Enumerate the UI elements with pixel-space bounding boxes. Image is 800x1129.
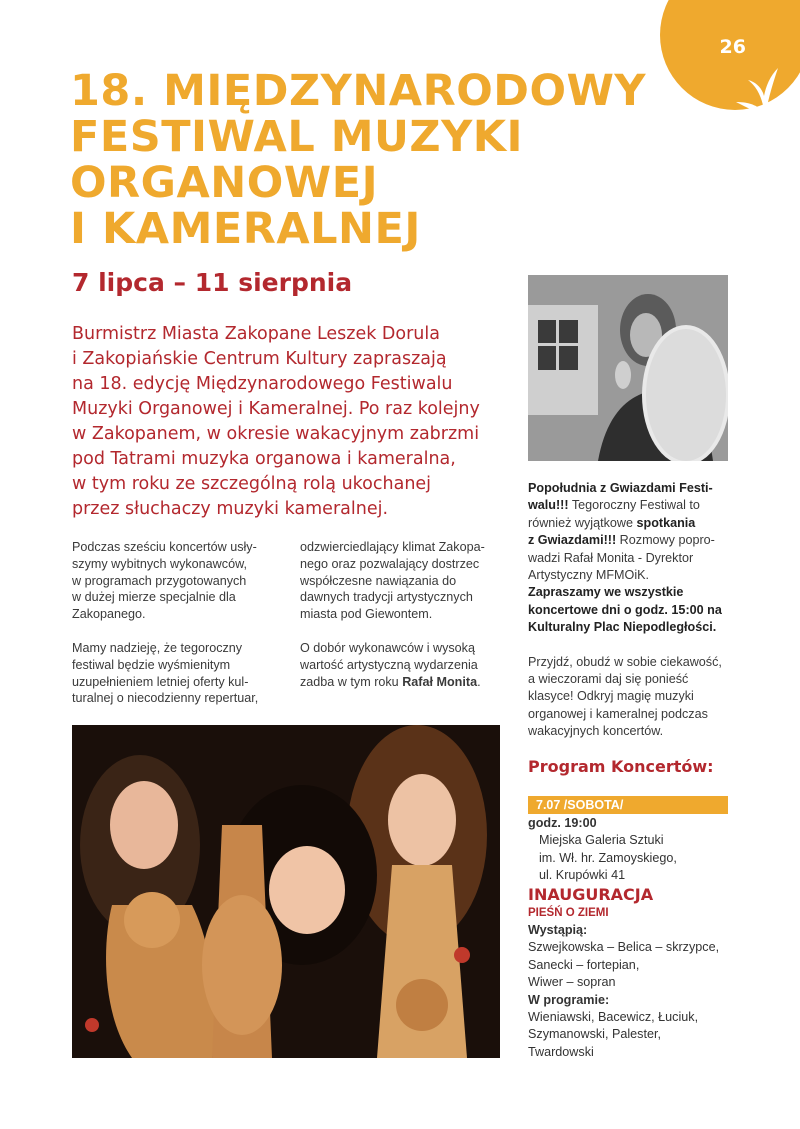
- concert-time: godz. 19:00: [528, 816, 597, 830]
- page-number: 26: [719, 36, 746, 58]
- meetings-info: Popołudnia z Gwiazdami Festi- walu!!! Tegoroczny Festiwal to również wyjątkowe spotkania z Gwiazdami!!! Rozmowy popro- wadzi Rafał Monita - Dyrektor Artystyczny MFMOiK. Zapraszamy we wszystkie koncertowe dni o godz. 15:00 na Kulturalny Plac Niepodległości. Przyjdź, obudź w sobie ciekawość, a wieczorami daj się ponieść klasyce! Odkryj magię muzyki organowej i kameralnej podczas wakacyjnych koncertów.: [528, 481, 722, 739]
- paragraph: Mamy nadzieję, że tegoroczny festiwal będzie wyśmienitym uzupełnieniem letniej oferty kul- turalnej o niecodzienny repertuar,: [72, 640, 259, 706]
- paragraph: O dobór wykonawców i wysoką wartość artystyczną wydarzenia zadba w tym roku Rafał Monita.: [300, 640, 481, 689]
- paragraph: odzwierciedlający klimat Zakopa- nego oraz pozwalający dostrzec współczesne nawiązania do dawnych tradycji artystycznych miasta pod Giewontem.: [300, 540, 485, 622]
- concert-date-bar: 7.07 /SOBOTA/: [528, 796, 728, 814]
- festival-dates: 7 lipca – 11 sierpnia: [72, 268, 353, 297]
- festival-title: 18. MIĘDZYNARODOWY FESTIWAL MUZYKI ORGANOWEJ I KAMERALNEJ: [70, 66, 647, 254]
- concert-entry: godz. 19:00 Miejska Galeria Sztuki im. Wł. hr. Zamoyskiego, ul. Krupówki 41 INAUGURACJA PIEŚŃ O ZIEMI Wystąpią: Szwejkowska – Belica – skrzypce, Sanecki – fortepian, Wiwer – sopran W programie: Wieniawski, Bacewicz, Łuciuk, Szymanowski, Palester, Twardowski: [528, 815, 738, 1061]
- intro-paragraph: Burmistrz Miasta Zakopane Leszek Dorula i Zakopiańskie Centrum Kultury zapraszają na 18. edycję Międzynarodowego Festiwalu Muzyki Organowej i Kameralnej. Po raz kolejny w Zakopanem, w okresie wakacyjnym zabrzmi pod Tatrami muzyka organowa i kameralna, w tym roku ze szczególną rolą ukochanej przez słuchaczy muzyki kameralnej.: [72, 324, 480, 519]
- director-name: Rafał Monita: [402, 674, 478, 689]
- photo-trio-with-folk-instruments: [72, 725, 500, 1058]
- concert-title: INAUGURACJA: [528, 884, 654, 904]
- program-heading: Program Koncertów:: [528, 757, 714, 776]
- paragraph: Podczas sześciu koncertów usły- szymy wybitnych wykonawców, w programach przygotowanych w dużej mierze specjalnie dla Zakopanego.: [72, 540, 257, 622]
- concert-subtitle: PIEŚŃ O ZIEMI: [528, 906, 609, 919]
- photo-musician-with-drum: [528, 275, 728, 461]
- leaf-sprout-icon: [734, 56, 794, 116]
- body-column-middle: [300, 539, 505, 690]
- body-column-left: [72, 539, 282, 707]
